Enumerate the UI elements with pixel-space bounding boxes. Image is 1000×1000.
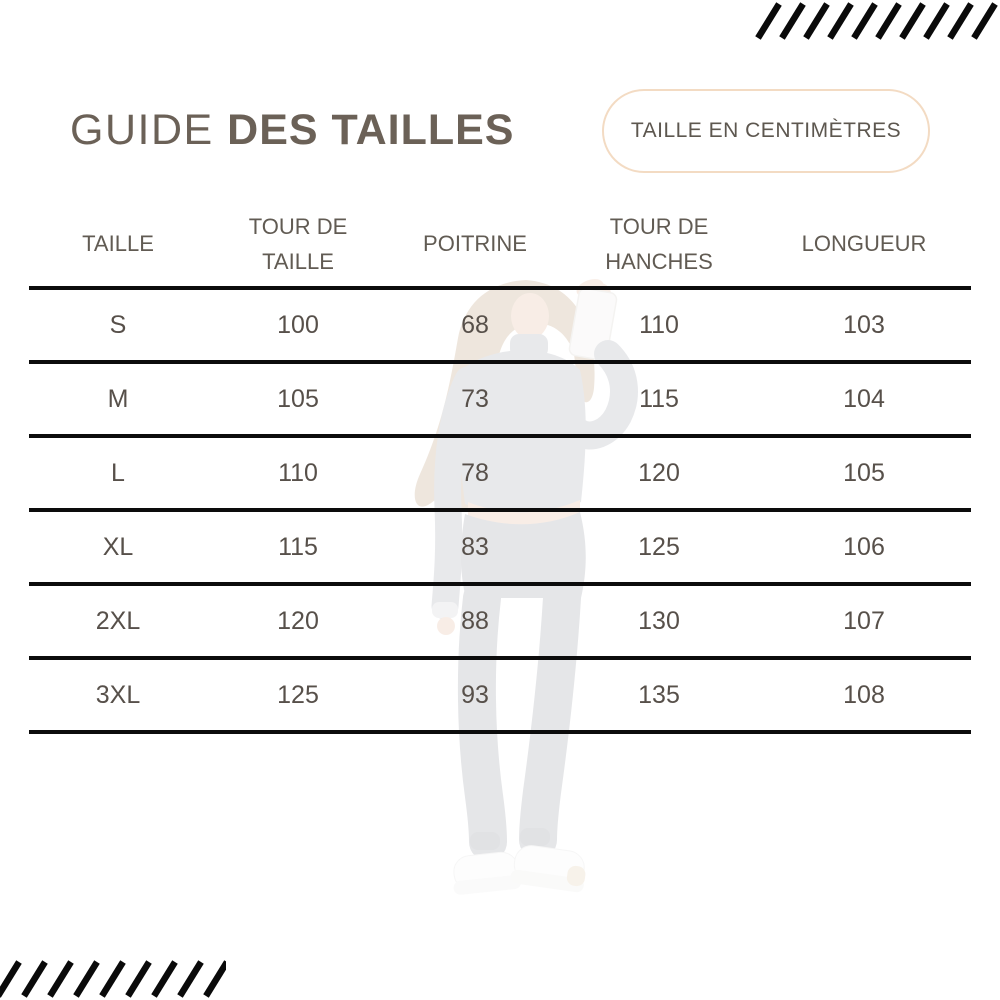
size-table-header [29, 204, 971, 284]
cell-hips: 125 [638, 532, 680, 561]
table-row-xl [29, 508, 971, 582]
units-badge-label: TAILLE EN CENTIMÈTRES [630, 119, 902, 142]
cell-hips: 130 [638, 606, 680, 635]
cell-waist: 110 [278, 458, 318, 487]
cell-hips: 120 [638, 458, 680, 487]
cell-waist: 115 [278, 532, 318, 561]
header-longueur: LONGUEUR [801, 231, 927, 257]
page-title [70, 106, 514, 155]
cell-bust: 83 [461, 532, 489, 561]
cell-length: 104 [843, 384, 885, 413]
table-bottom-line [29, 730, 971, 734]
page-title-bold: DES TAILLES [227, 106, 515, 154]
table-row-3xl [29, 656, 971, 730]
cell-length: 108 [843, 680, 885, 709]
slash-decoration-top-right [754, 1, 1000, 41]
cell-waist: 120 [277, 606, 319, 635]
cell-length: 103 [843, 310, 885, 339]
slash-decoration-bottom-left [0, 959, 226, 999]
header-tour-de-taille: TOUR DE TAILLE [248, 213, 348, 274]
units-badge [602, 89, 930, 173]
cell-hips: 115 [639, 384, 679, 413]
page-title-regular: GUIDE [70, 106, 214, 154]
cell-bust: 68 [461, 310, 489, 339]
header-poitrine: POITRINE [423, 231, 527, 257]
table-row-l [29, 434, 971, 508]
table-row-2xl [29, 582, 971, 656]
header-taille: TAILLE [82, 231, 154, 257]
cell-size: 2XL [95, 606, 141, 635]
cell-bust: 73 [461, 384, 489, 413]
cell-size: M [107, 384, 129, 413]
cell-waist: 100 [277, 310, 319, 339]
cell-length: 106 [843, 532, 885, 561]
cell-hips: 110 [639, 310, 679, 339]
cell-bust: 78 [461, 458, 489, 487]
cell-waist: 105 [277, 384, 319, 413]
cell-size: 3XL [95, 680, 141, 709]
cell-length: 105 [843, 458, 885, 487]
header-tour-de-hanches: TOUR DE HANCHES [605, 213, 713, 274]
cell-hips: 135 [638, 680, 680, 709]
cell-size: L [111, 458, 125, 487]
table-row-s [29, 286, 971, 360]
cell-length: 107 [843, 606, 885, 635]
cell-size: S [109, 310, 127, 339]
cell-size: XL [102, 532, 134, 561]
cell-bust: 88 [461, 606, 489, 635]
cell-bust: 93 [461, 680, 489, 709]
cell-waist: 125 [277, 680, 319, 709]
table-row-m [29, 360, 971, 434]
size-table [29, 286, 971, 734]
